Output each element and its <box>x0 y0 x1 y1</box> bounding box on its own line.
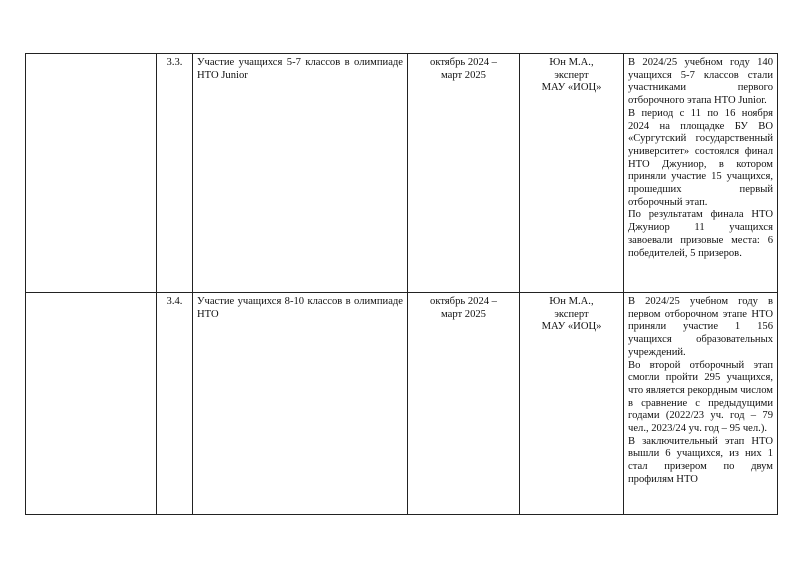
table-row <box>26 293 778 515</box>
period-line: март 2025 <box>441 308 486 320</box>
responsible-line: МАУ «ИОЦ» <box>541 321 602 333</box>
responsible-line: МАУ «ИОЦ» <box>541 82 602 94</box>
result-paragraph: Во второй отборочный этап смогли пройти 295 учащихся, что является рекордным числом в сравнение с предыдущими годами (2022/23 уч. год – 79 чел., 2023/24 уч. год – 95 чел.). <box>628 359 773 435</box>
period-line: октябрь 2024 – <box>430 57 497 68</box>
result-paragraph: В период с 11 по 16 ноября 2024 на площадке БУ ВО «Сургутский государственный университет» состоялся финал НТО Джуниор, в котором приняли участие 15 учащихся, прошедших первый отборочный этап. <box>628 107 773 208</box>
item-result <box>624 54 778 293</box>
report-table <box>25 53 778 515</box>
empty-cell <box>26 293 157 515</box>
table-row <box>26 54 778 293</box>
responsible-line: эксперт <box>554 69 589 81</box>
item-period <box>408 293 520 515</box>
period-line: март 2025 <box>441 69 486 81</box>
item-responsible <box>520 54 624 293</box>
item-number: 3.4. <box>157 293 193 515</box>
period-line: октябрь 2024 – <box>430 296 497 307</box>
item-title: Участие учащихся 8-10 классов в олимпиаде НТО <box>193 293 408 515</box>
item-result <box>624 293 778 515</box>
item-period <box>408 54 520 293</box>
result-paragraph: В заключительный этап НТО вышли 6 учащихся, из них 1 стал призером по двум профилям НТО <box>628 435 773 485</box>
item-responsible <box>520 293 624 515</box>
result-paragraph: В 2024/25 учебном году в первом отборочном этапе НТО приняли участие 1 156 учащихся образовательных учреждений. <box>628 296 773 358</box>
responsible-line: Юн М.А., <box>549 296 594 307</box>
result-paragraph: В 2024/25 учебном году 140 учащихся 5-7 классов стали участниками первого отборочного этапа НТО Junior. <box>628 57 773 107</box>
responsible-line: эксперт <box>554 308 589 320</box>
empty-cell <box>26 54 157 293</box>
item-number: 3.3. <box>157 54 193 293</box>
item-title: Участие учащихся 5-7 классов в олимпиаде НТО Junior <box>193 54 408 293</box>
result-paragraph: По результатам финала НТО Джуниор 11 учащихся завоевали призовые места: 6 победителей, 5 призеров. <box>628 209 773 259</box>
responsible-line: Юн М.А., <box>549 57 594 68</box>
